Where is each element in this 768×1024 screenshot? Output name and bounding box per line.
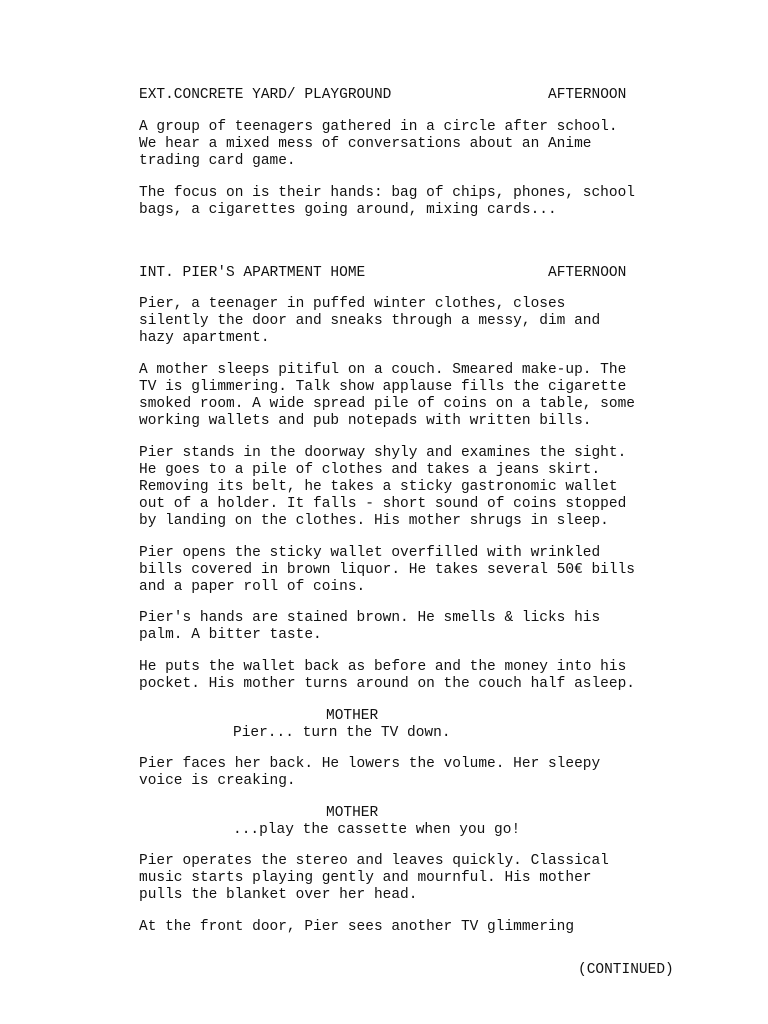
action-line: silently the door and sneaks through a messy, dim and xyxy=(139,313,601,329)
scene-heading: EXT.CONCRETE YARD/ PLAYGROUND xyxy=(139,87,392,103)
action-line: hazy apartment. xyxy=(139,330,270,346)
action-line: Pier, a teenager in puffed winter clothes, closes xyxy=(139,296,566,312)
action-line: Removing its belt, he takes a sticky gastronomic wallet xyxy=(139,479,618,495)
action-line: We hear a mixed mess of conversations about an Anime xyxy=(139,136,592,152)
character-name: MOTHER xyxy=(326,708,379,724)
action-line: trading card game. xyxy=(139,153,296,169)
scene-heading: INT. PIER'S APARTMENT HOME xyxy=(139,265,366,281)
scene-time: AFTERNOON xyxy=(548,265,627,281)
action-line: TV is glimmering. Talk show applause fills the cigarette xyxy=(139,379,627,395)
action-line: He goes to a pile of clothes and takes a jeans skirt. xyxy=(139,462,601,478)
action-line: At the front door, Pier sees another TV glimmering xyxy=(139,919,575,935)
character-name: MOTHER xyxy=(326,805,379,821)
action-line: smoked room. A wide spread pile of coins on a table, some xyxy=(139,396,635,412)
action-line: bags, a cigarettes going around, mixing cards... xyxy=(139,202,557,218)
action-line: pulls the blanket over her head. xyxy=(139,887,418,903)
action-line: working wallets and pub notepads with written bills. xyxy=(139,413,592,429)
action-line: Pier opens the sticky wallet overfilled with wrinkled xyxy=(139,545,601,561)
action-line: A mother sleeps pitiful on a couch. Smeared make-up. The xyxy=(139,362,627,378)
continued-marker: (CONTINUED) xyxy=(578,962,674,978)
action-line: Pier faces her back. He lowers the volume. Her sleepy xyxy=(139,756,601,772)
action-line: Pier stands in the doorway shyly and examines the sight. xyxy=(139,445,627,461)
action-line: The focus on is their hands: bag of chips, phones, school xyxy=(139,185,635,201)
action-line: He puts the wallet back as before and the money into his xyxy=(139,659,627,675)
action-line: by landing on the clothes. His mother shrugs in sleep. xyxy=(139,513,609,529)
action-line: out of a holder. It falls - short sound of coins stopped xyxy=(139,496,627,512)
action-line: and a paper roll of coins. xyxy=(139,579,366,595)
action-line: palm. A bitter taste. xyxy=(139,627,322,643)
dialogue-line: Pier... turn the TV down. xyxy=(233,725,451,741)
action-line: Pier's hands are stained brown. He smells & licks his xyxy=(139,610,601,626)
action-line: A group of teenagers gathered in a circle after school. xyxy=(139,119,618,135)
action-line: pocket. His mother turns around on the couch half asleep. xyxy=(139,676,635,692)
scene-time: AFTERNOON xyxy=(548,87,627,103)
action-line: music starts playing gently and mournful. His mother xyxy=(139,870,592,886)
dialogue-line: ...play the cassette when you go! xyxy=(233,822,521,838)
action-line: voice is creaking. xyxy=(139,773,296,789)
action-line: Pier operates the stereo and leaves quickly. Classical xyxy=(139,853,609,869)
action-line: bills covered in brown liquor. He takes several 50€ bills xyxy=(139,562,635,578)
